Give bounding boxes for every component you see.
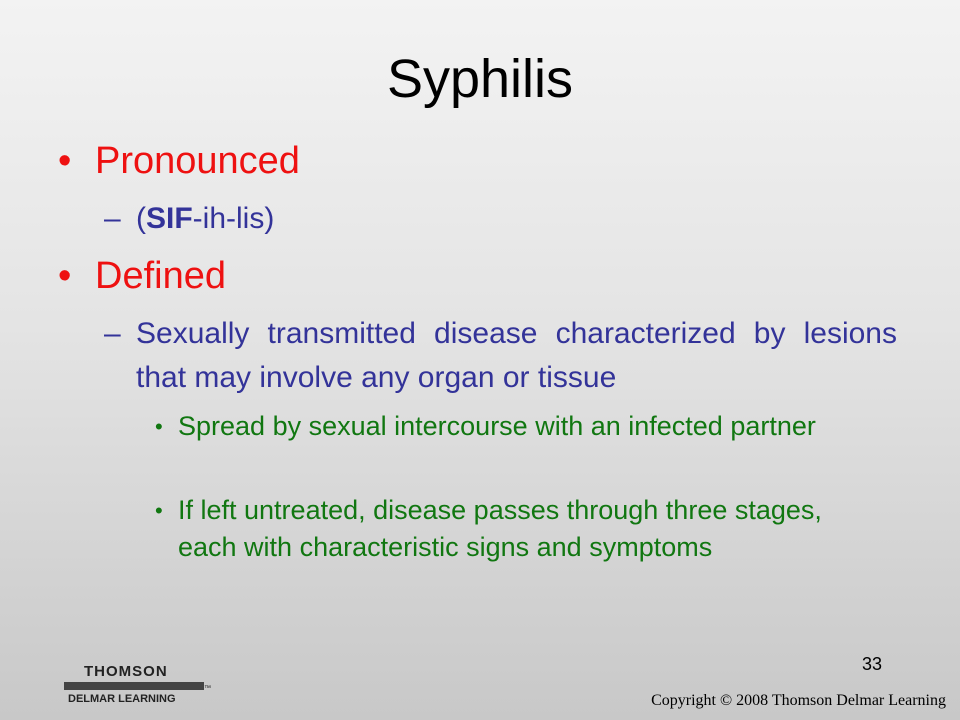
- bullet-icon: •: [155, 414, 163, 439]
- definition-item: [104, 312, 897, 400]
- pronunciation-open: (: [136, 202, 146, 235]
- bullet-label: Defined: [95, 255, 226, 297]
- logo-stripe: [64, 682, 204, 690]
- bullet-icon: •: [58, 140, 72, 182]
- bullet-icon: •: [58, 255, 72, 297]
- sub-bullet-item: [155, 408, 855, 445]
- bullet-label: Pronounced: [95, 140, 300, 182]
- pronunciation-text: [136, 197, 904, 241]
- definition-text: Sexually transmitted disease characterized by lesions that may involve any organ or tissue: [136, 317, 897, 394]
- bullet-icon: •: [155, 498, 163, 523]
- thomson-delmar-logo: [64, 660, 214, 708]
- copyright-notice: Copyright © 2008 Thomson Delmar Learning: [651, 692, 946, 709]
- page-number: 33: [862, 654, 883, 674]
- logo-line2: DELMAR LEARNING: [68, 693, 176, 705]
- logo-line1: THOMSON: [84, 663, 168, 680]
- dash-icon: –: [104, 317, 121, 350]
- sub-bullet-text: If left untreated, disease passes through three stages, each with characteristic signs and symptoms: [178, 495, 822, 562]
- pronunciation-rest: -ih-lis): [192, 202, 275, 235]
- sub-bullet-item: [155, 492, 855, 566]
- pronunciation-stress: SIF: [146, 202, 193, 235]
- slide-title: Syphilis: [386, 49, 574, 109]
- logo-trademark: ™: [204, 685, 211, 692]
- pronunciation-item: [104, 197, 904, 241]
- dash-icon: –: [104, 202, 121, 235]
- sub-bullet-text: Spread by sexual intercourse with an infected partner: [178, 411, 816, 441]
